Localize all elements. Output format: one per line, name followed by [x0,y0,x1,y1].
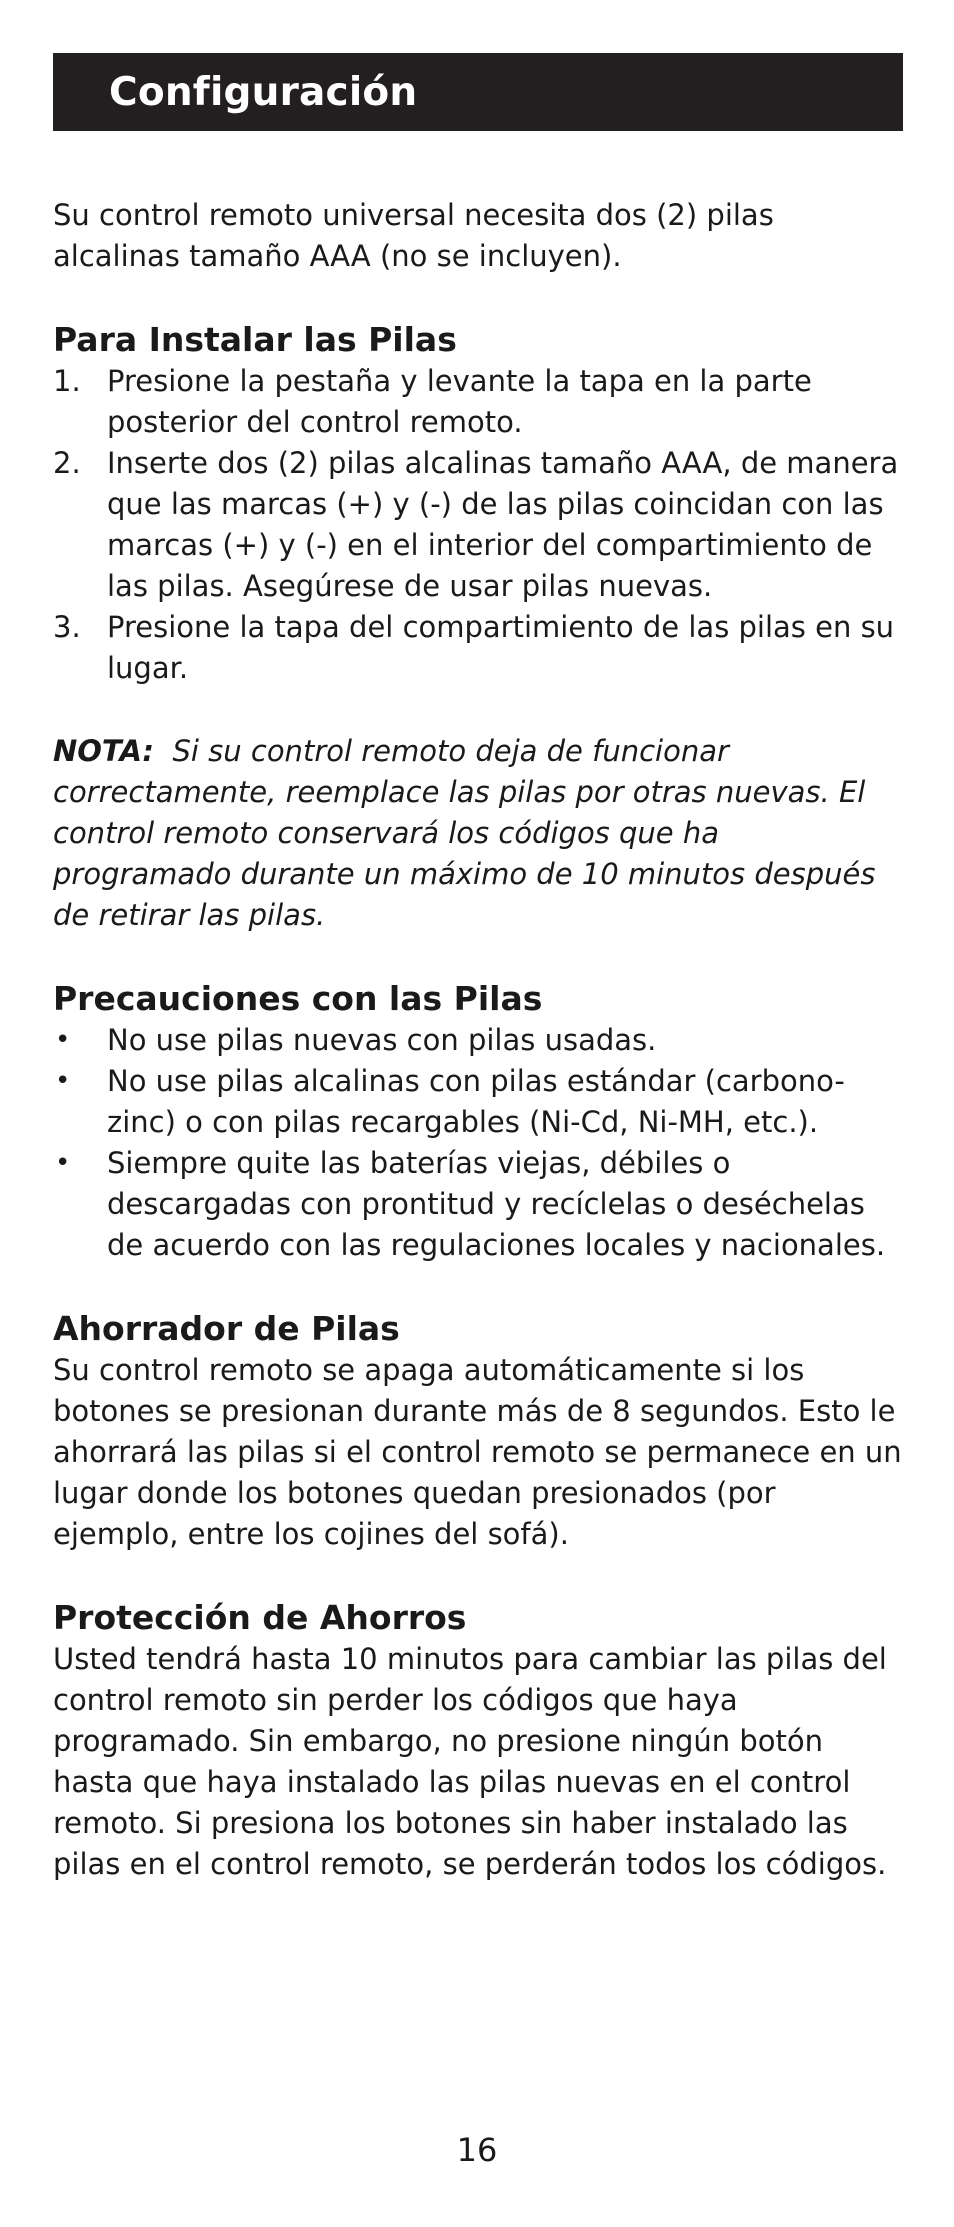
saver-section [53,1308,903,1555]
precaution-item [53,1020,903,1061]
protection-heading: Protección de Ahorros [53,1598,467,1637]
note-text: Si su control remoto deja de funcionar correctamente, reemplace las pilas por otras nuevas. El control remoto conservará los códigos que ha programado durante un máximo de 10 minutos después de retirar las pilas. [53,734,876,932]
install-section [53,319,903,689]
step-number: 1. [53,364,81,398]
step-number: 3. [53,610,81,644]
page-content [53,195,903,1885]
step-text: Presione la pestaña y levante la tapa en la parte posterior del control remoto. [107,364,812,439]
note-label: NOTA: [53,734,155,768]
protection-paragraph: Usted tendrá hasta 10 minutos para cambiar las pilas del control remoto sin perder los códigos que haya programado. Sin embargo, no presione ningún botón hasta que haya instalado las pilas nuevas en el control remoto. Si presiona los botones sin haber instalado las pilas en el control remoto, se perderán todos los códigos. [53,1642,887,1881]
install-steps [53,361,903,689]
precaution-text: No use pilas alcalinas con pilas estándar (carbono-zinc) o con pilas recargables (Ni-Cd, Ni-MH, etc.). [107,1064,845,1139]
install-step [53,443,903,607]
precautions-list [53,1020,903,1266]
intro-paragraph: Su control remoto universal necesita dos (2) pilas alcalinas tamaño AAA (no se incluyen). [53,198,774,273]
note-section [53,731,903,936]
page-title: Configuración [109,69,418,115]
page-number: 16 [456,2131,498,2169]
step-text: Inserte dos (2) pilas alcalinas tamaño AAA, de manera que las marcas (+) y (-) de las pilas coincidan con las marcas (+) y (-) en el interior del compartimiento de las pilas. Asegúrese de usar pilas nuevas. [107,446,899,603]
precaution-text: No use pilas nuevas con pilas usadas. [107,1023,657,1057]
bullet-icon: • [55,1066,71,1096]
section-title-bar [53,53,903,131]
bullet-icon: • [55,1025,71,1055]
protection-section [53,1597,903,1885]
bullet-icon: • [55,1148,71,1178]
install-heading: Para Instalar las Pilas [53,320,457,359]
precaution-item [53,1143,903,1266]
install-step [53,607,903,689]
step-text: Presione la tapa del compartimiento de las pilas en su lugar. [107,610,895,685]
precaution-text: Siempre quite las baterías viejas, débiles o descargadas con prontitud y recíclelas o deséchelas de acuerdo con las regulaciones locales y nacionales. [107,1146,886,1262]
saver-heading: Ahorrador de Pilas [53,1309,400,1348]
note-paragraph [53,731,903,936]
precautions-heading: Precauciones con las Pilas [53,979,543,1018]
manual-page [53,53,903,1885]
saver-paragraph: Su control remoto se apaga automáticamente si los botones se presionan durante más de 8 segundos. Esto le ahorrará las pilas si el control remoto se permanece en un lugar donde los botones quedan presionados (por ejemplo, entre los cojines del sofá). [53,1353,902,1551]
install-step [53,361,903,443]
precautions-section [53,978,903,1266]
precaution-item [53,1061,903,1143]
step-number: 2. [53,446,81,480]
